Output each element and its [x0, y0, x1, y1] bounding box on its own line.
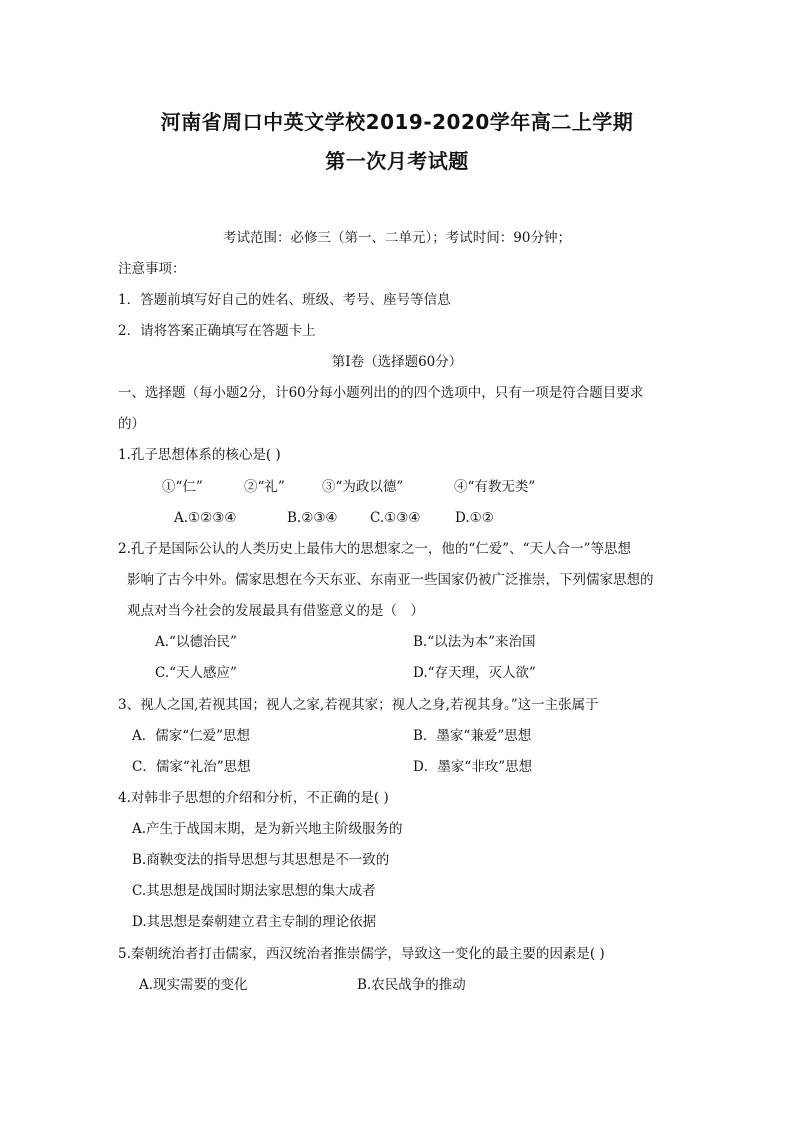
- q4-option-a: A.产生于战国末期，是为新兴地主阶级服务的: [132, 821, 403, 837]
- q3-option-b: B．墨家“兼爱”思想: [413, 728, 532, 744]
- q2-stem-line3: 观点对当今社会的发展最具有借鉴意义的是（ ）: [127, 603, 424, 619]
- q1-item-4: ④“有教无类”: [454, 479, 536, 495]
- q3-option-d: D．墨家“非玫”思想: [413, 759, 533, 775]
- q1-option-a: A.①②③④: [174, 510, 237, 526]
- q3-option-a: A．儒家“仁爱”思想: [132, 728, 251, 744]
- exam-scope: 考试范围：必修三（第一、二单元）；考试时间：90分钟；: [223, 230, 571, 246]
- q3-option-c: C．儒家“礼治”思想: [132, 759, 251, 775]
- section-title: 第Ⅰ卷（选择题60分）: [331, 354, 463, 370]
- q1-option-d: D.①②: [455, 510, 494, 526]
- q2-option-d: D.“存天理，灭人欲”: [413, 665, 536, 681]
- q2-option-a: A.“以德治民”: [155, 634, 237, 650]
- q5-stem: 5.秦朝统治者打击儒家，西汉统治者推崇儒学，导致这一变化的最主要的因素是( ): [118, 946, 605, 962]
- section-intro-line1: 一、选择题（每小题2分，计60分每小题列出的的四个选项中，只有一项是符合题目要求: [118, 385, 644, 401]
- exam-title-line1: 河南省周口中英文学校2019-2020学年高二上学期: [160, 110, 634, 134]
- q1-option-b: B.②③④: [287, 510, 338, 526]
- q5-option-b: B.农民战争的推动: [357, 977, 466, 993]
- q5-option-a: A.现实需要的变化: [139, 977, 248, 993]
- section-intro-line2: 的）: [118, 416, 145, 432]
- q2-stem-line1: 2.孔子是国际公认的人类历史上最伟大的思想家之一，他的“仁爱”、“天人合一”等思想: [118, 541, 631, 557]
- q4-option-b: B.商鞅变法的指导思想与其思想是不一致的: [132, 852, 390, 868]
- q1-option-c: C.①③④: [370, 510, 421, 526]
- q1-item-2: ②“礼”: [244, 479, 285, 495]
- q4-stem: 4.对韩非子思想的介绍和分析，不正确的是( ): [118, 790, 389, 806]
- q4-option-d: D.其思想是秦朝建立君主专制的理论依据: [132, 914, 377, 930]
- notice-item-1: 1．答题前填写好自己的姓名、班级、考号、座号等信息: [118, 292, 451, 308]
- exam-title-line2: 第一次月考试题: [325, 149, 469, 173]
- notice-label: 注意事项：: [118, 261, 186, 277]
- q4-option-c: C.其思想是战国时期法家思想的集大成者: [132, 883, 376, 899]
- q1-stem: 1.孔子思想体系的核心是( ): [118, 447, 281, 463]
- q2-option-c: C.“天人感应”: [155, 665, 237, 681]
- q2-stem-line2: 影响了古今中外。儒家思想在今天东亚、东南亚一些国家仍被广泛推崇，下列儒家思想的: [127, 572, 654, 588]
- q2-option-b: B.“以法为本”来治国: [413, 634, 536, 650]
- q3-stem: 3、视人之国,若视其国；视人之家,若视其家；视人之身,若视其身。”这一主张属于: [118, 697, 599, 713]
- q1-item-3: ③“为政以德”: [322, 479, 404, 495]
- q1-item-1: ①“仁”: [162, 479, 203, 495]
- notice-item-2: 2．请将答案正确填写在答题卡上: [118, 323, 316, 339]
